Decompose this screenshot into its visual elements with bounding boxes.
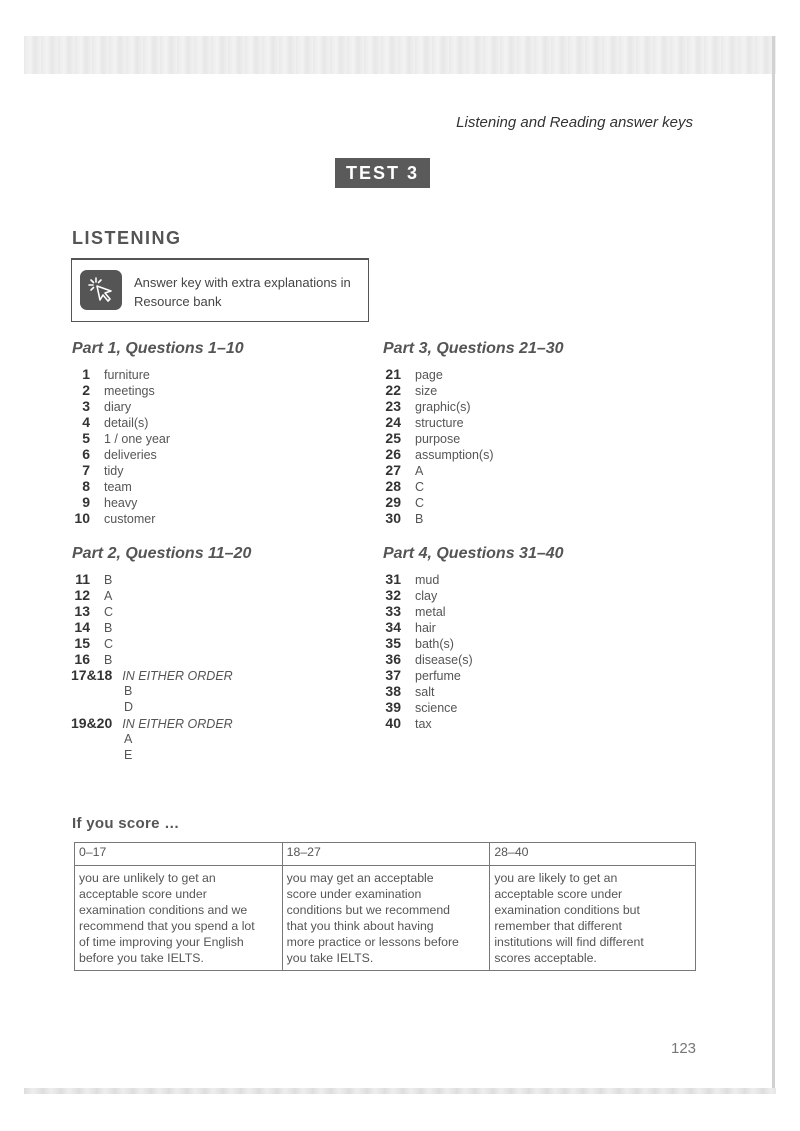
- answer-text: team: [104, 480, 132, 494]
- question-number: 2: [82, 382, 90, 398]
- answer-text: assumption(s): [415, 448, 494, 462]
- answer-row: [381, 398, 641, 414]
- answer-row: [381, 587, 641, 603]
- part-1-title: Part 1, Questions 1–10: [72, 340, 244, 357]
- score-advice-mid: [282, 866, 490, 971]
- answer-row: [381, 462, 641, 478]
- answer-row: [381, 699, 641, 715]
- question-number: 6: [82, 446, 90, 462]
- score-advice-high: [490, 866, 696, 971]
- answer-row: [381, 571, 641, 587]
- answer-row: [381, 366, 641, 382]
- cursor-click-icon: [80, 270, 122, 310]
- header-caption: Listening and Reading answer keys: [456, 114, 693, 131]
- answer-row: [70, 747, 330, 763]
- section-heading-listening: LISTENING: [72, 228, 182, 248]
- answer-row: [70, 699, 330, 715]
- question-number: 17&18: [71, 667, 113, 683]
- question-number: 16: [74, 651, 90, 667]
- advice-line: recommend that you spend a lot: [79, 919, 255, 933]
- answer-row: [70, 683, 330, 699]
- answer-row: [381, 446, 641, 462]
- answer-text: D: [124, 700, 134, 714]
- advice-line: acceptable score under: [494, 887, 623, 901]
- answer-text: A: [104, 589, 113, 603]
- advice-line: that you think about having: [286, 919, 434, 933]
- answer-text: size: [415, 384, 438, 398]
- answer-row: [70, 603, 330, 619]
- answer-text: B: [415, 512, 424, 526]
- answer-text: C: [415, 480, 425, 494]
- answer-row: [381, 430, 641, 446]
- question-number: 19&20: [71, 715, 113, 731]
- answer-row: [381, 478, 641, 494]
- question-number: 5: [82, 430, 90, 446]
- answer-row: [381, 683, 641, 699]
- question-number: 10: [74, 510, 90, 526]
- answer-row: [70, 635, 330, 651]
- part-3-title: Part 3, Questions 21–30: [383, 340, 564, 357]
- advice-line: conditions but we recommend: [286, 903, 451, 917]
- answer-row: [381, 667, 641, 683]
- answer-row: [70, 366, 330, 382]
- question-number: 3: [82, 398, 90, 414]
- question-number: 27: [385, 462, 401, 478]
- answer-row: [70, 494, 330, 510]
- advice-line: of time improving your English: [79, 935, 244, 949]
- advice-line: acceptable score under: [79, 887, 207, 901]
- question-number: 38: [385, 683, 401, 699]
- answer-text: B: [104, 621, 113, 635]
- advice-line: institutions will find different: [494, 935, 644, 949]
- answer-text: B: [124, 684, 133, 698]
- score-range-mid: 18–27: [282, 843, 490, 866]
- part-4-title: Part 4, Questions 31–40: [383, 545, 564, 562]
- answer-row: [381, 510, 641, 526]
- answer-row: [70, 414, 330, 430]
- part-2-answers: [70, 571, 330, 763]
- question-number: 22: [385, 382, 401, 398]
- part-4-answers: [381, 571, 641, 731]
- answer-text: disease(s): [415, 653, 473, 667]
- resource-bank-text: Answer key with extra explanations in Resource bank: [134, 275, 351, 309]
- answer-text: diary: [104, 400, 132, 414]
- score-range-low: 0–17: [75, 843, 283, 866]
- answer-text: purpose: [415, 432, 461, 446]
- answer-text: C: [104, 605, 114, 619]
- answer-row: [70, 731, 330, 747]
- answer-text: bath(s): [415, 637, 454, 651]
- answer-row: [70, 587, 330, 603]
- advice-line: you take IELTS.: [286, 951, 374, 965]
- answer-text: structure: [415, 416, 464, 430]
- answer-text: page: [415, 368, 443, 382]
- question-number: 28: [385, 478, 401, 494]
- question-number: 4: [82, 414, 90, 430]
- answer-row: [381, 715, 641, 731]
- advice-line: score under examination: [286, 887, 422, 901]
- question-number: 25: [385, 430, 401, 446]
- advice-line: examination conditions and we: [79, 903, 248, 917]
- answer-text: tax: [415, 717, 432, 731]
- answer-text: tidy: [104, 464, 124, 478]
- answer-row: [70, 619, 330, 635]
- answer-text: C: [415, 496, 425, 510]
- part-2-title: Part 2, Questions 11–20: [72, 545, 252, 562]
- answer-text: metal: [415, 605, 446, 619]
- advice-line: scores acceptable.: [494, 951, 597, 965]
- question-number: 37: [385, 667, 401, 683]
- order-note: IN EITHER ORDER: [122, 717, 233, 731]
- answer-text: meetings: [104, 384, 155, 398]
- question-number: 33: [385, 603, 401, 619]
- advice-line: you are likely to get an: [494, 871, 618, 885]
- advice-line: more practice or lessons before: [286, 935, 459, 949]
- question-number: 14: [74, 619, 90, 635]
- question-number: 21: [385, 366, 401, 382]
- score-table-header-row: [75, 843, 696, 866]
- question-number: 1: [82, 366, 90, 382]
- answer-text: B: [104, 653, 113, 667]
- answer-text: E: [124, 748, 133, 762]
- question-number: 31: [385, 571, 401, 587]
- question-number: 34: [385, 619, 401, 635]
- answer-row: [381, 414, 641, 430]
- question-number: 8: [82, 478, 90, 494]
- answer-text: science: [415, 701, 458, 715]
- answer-text: mud: [415, 573, 440, 587]
- question-number: 13: [74, 603, 90, 619]
- scan-edge-top: [24, 36, 776, 74]
- answer-row: [70, 446, 330, 462]
- test-badge: TEST 3: [335, 158, 430, 188]
- answer-row: [381, 494, 641, 510]
- question-number: 39: [385, 699, 401, 715]
- score-advice-low: [75, 866, 283, 971]
- answer-row: [381, 635, 641, 651]
- answer-row: [70, 510, 330, 526]
- answer-row: [70, 571, 330, 587]
- answer-text: deliveries: [104, 448, 157, 462]
- answer-row: [70, 462, 330, 478]
- answer-text: furniture: [104, 368, 150, 382]
- score-heading: If you score …: [72, 815, 180, 832]
- question-number: 11: [75, 571, 90, 587]
- answer-text: salt: [415, 685, 435, 699]
- advice-line: before you take IELTS.: [79, 951, 204, 965]
- question-number: 35: [385, 635, 401, 651]
- answer-text: perfume: [415, 669, 461, 683]
- answer-row: [381, 619, 641, 635]
- question-number: 40: [385, 715, 401, 731]
- answer-text: A: [415, 464, 424, 478]
- question-number: 15: [74, 635, 90, 651]
- answer-text: graphic(s): [415, 400, 471, 414]
- answer-text: hair: [415, 621, 436, 635]
- advice-line: you are unlikely to get an: [79, 871, 216, 885]
- advice-line: remember that different: [494, 919, 622, 933]
- answer-text: customer: [104, 512, 156, 526]
- answer-text: 1 / one year: [104, 432, 171, 446]
- answer-text: A: [124, 732, 133, 746]
- question-number: 36: [385, 651, 401, 667]
- part-3-answers: [381, 366, 641, 526]
- answer-row: [381, 382, 641, 398]
- answer-row: [70, 651, 330, 667]
- question-number: 26: [385, 446, 401, 462]
- page-number: 123: [671, 1040, 697, 1057]
- order-note: IN EITHER ORDER: [122, 669, 233, 683]
- question-number: 29: [385, 494, 401, 510]
- question-number: 9: [82, 494, 90, 510]
- answer-text: detail(s): [104, 416, 149, 430]
- answer-text: clay: [415, 589, 438, 603]
- scan-edge-bottom: [24, 1088, 776, 1094]
- answer-text: C: [104, 637, 114, 651]
- answer-row: [381, 651, 641, 667]
- score-table: [74, 842, 696, 971]
- answer-row: [381, 603, 641, 619]
- answer-row: [70, 430, 330, 446]
- answer-row: [70, 478, 330, 494]
- question-number: 7: [82, 462, 90, 478]
- question-number: 32: [385, 587, 401, 603]
- part-1-answers: [70, 366, 330, 526]
- question-number: 12: [74, 587, 90, 603]
- advice-line: examination conditions but: [494, 903, 640, 917]
- advice-line: you may get an acceptable: [286, 871, 434, 885]
- resource-bank-box[interactable]: [71, 258, 369, 322]
- score-range-high: 28–40: [490, 843, 696, 866]
- question-number: 24: [385, 414, 401, 430]
- question-number: 23: [385, 398, 401, 414]
- answer-text: heavy: [104, 496, 138, 510]
- answer-row: [70, 667, 330, 683]
- answer-row: [70, 398, 330, 414]
- answer-text: B: [104, 573, 113, 587]
- answer-row: [70, 715, 330, 731]
- scan-edge-right: [772, 36, 775, 1094]
- question-number: 30: [385, 510, 401, 526]
- answer-row: [70, 382, 330, 398]
- score-table-body-row: [75, 866, 696, 971]
